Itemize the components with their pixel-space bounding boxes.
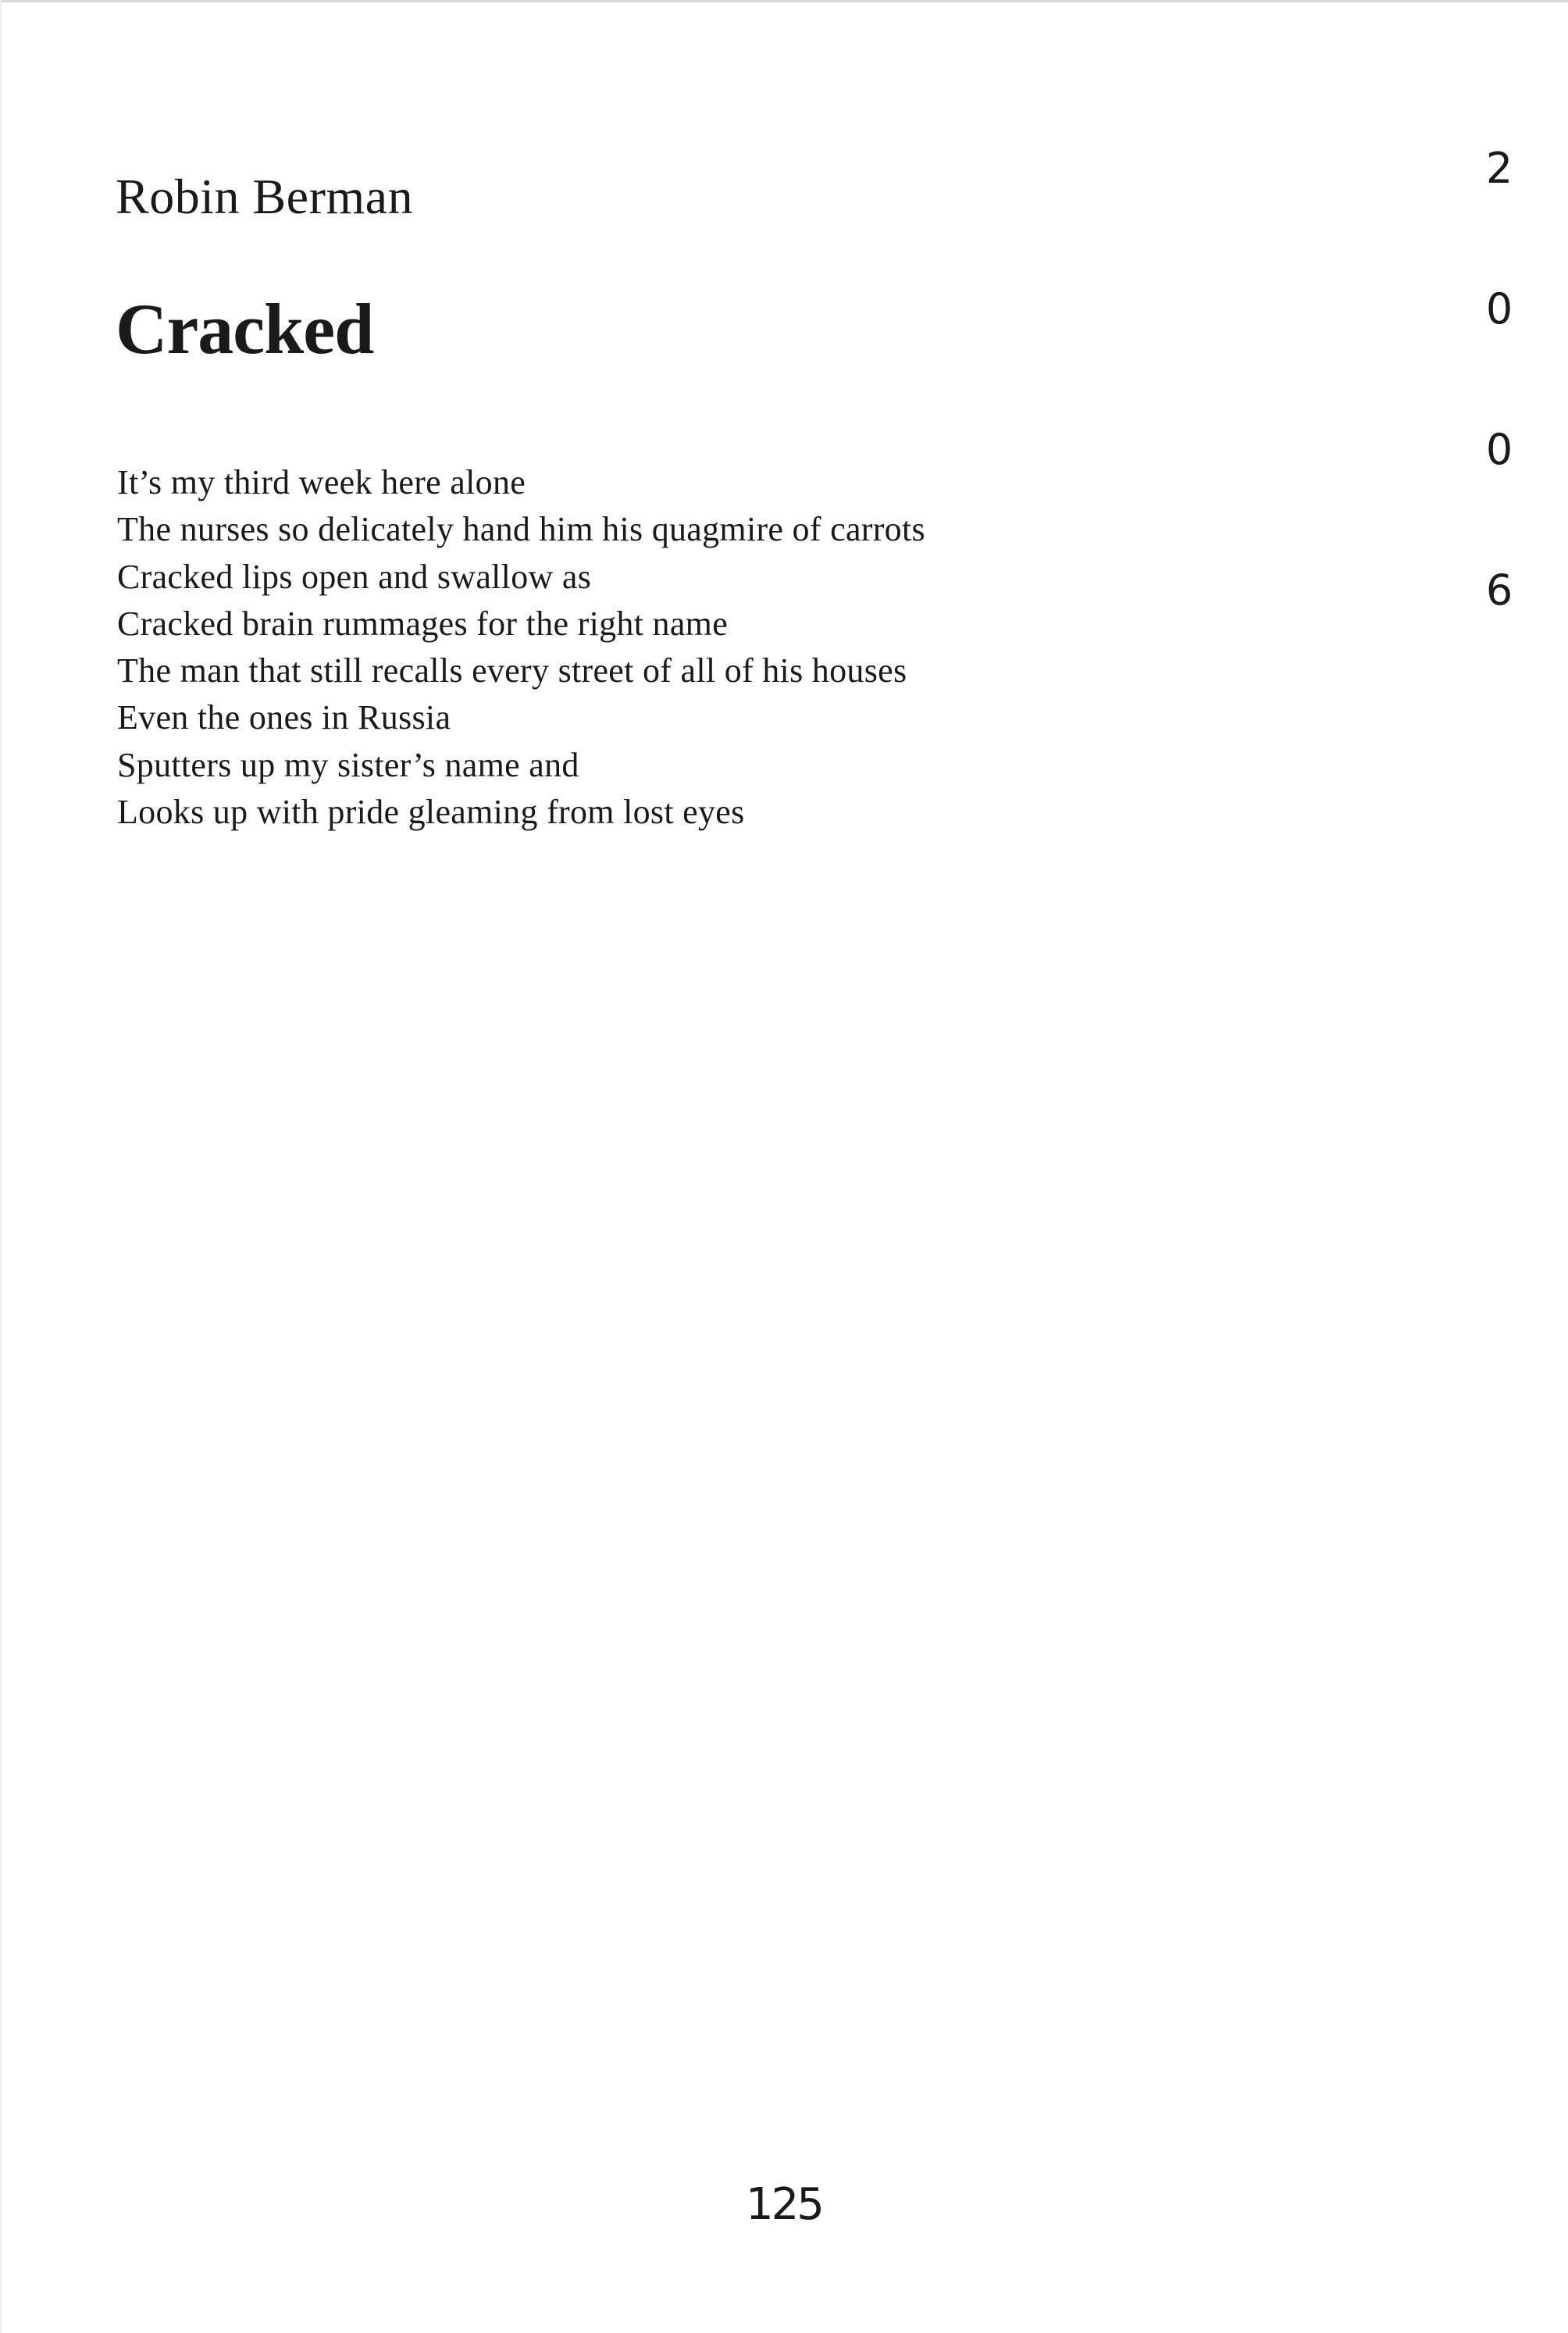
year-digit: 0 bbox=[1485, 284, 1513, 334]
poem-line: Cracked lips open and swallow as bbox=[117, 557, 592, 596]
poem-line: Even the ones in Russia bbox=[117, 698, 451, 737]
poem-body bbox=[117, 459, 925, 836]
year-digit: 6 bbox=[1485, 565, 1513, 615]
author-name: Robin Berman bbox=[116, 169, 414, 224]
poem-line: Sputters up my sister’s name and bbox=[117, 745, 579, 784]
poem-line: It’s my third week here alone bbox=[117, 463, 526, 501]
poem-line: The nurses so delicately hand him his quagmire of carrots bbox=[117, 510, 925, 549]
scan-edge-left bbox=[0, 0, 2, 2333]
poem-line: Cracked brain rummages for the right name bbox=[117, 604, 729, 643]
year-digit: 2 bbox=[1485, 144, 1513, 193]
year-digit: 0 bbox=[1485, 425, 1513, 474]
scan-edge-top bbox=[0, 0, 1568, 2]
poem-title: Cracked bbox=[116, 289, 374, 369]
year-vertical bbox=[1468, 145, 1531, 708]
poem-line: The man that still recalls every street of all of his houses bbox=[117, 651, 907, 690]
page-number: 125 bbox=[746, 2179, 822, 2230]
poem-line: Looks up with pride gleaming from lost eyes bbox=[117, 793, 745, 832]
